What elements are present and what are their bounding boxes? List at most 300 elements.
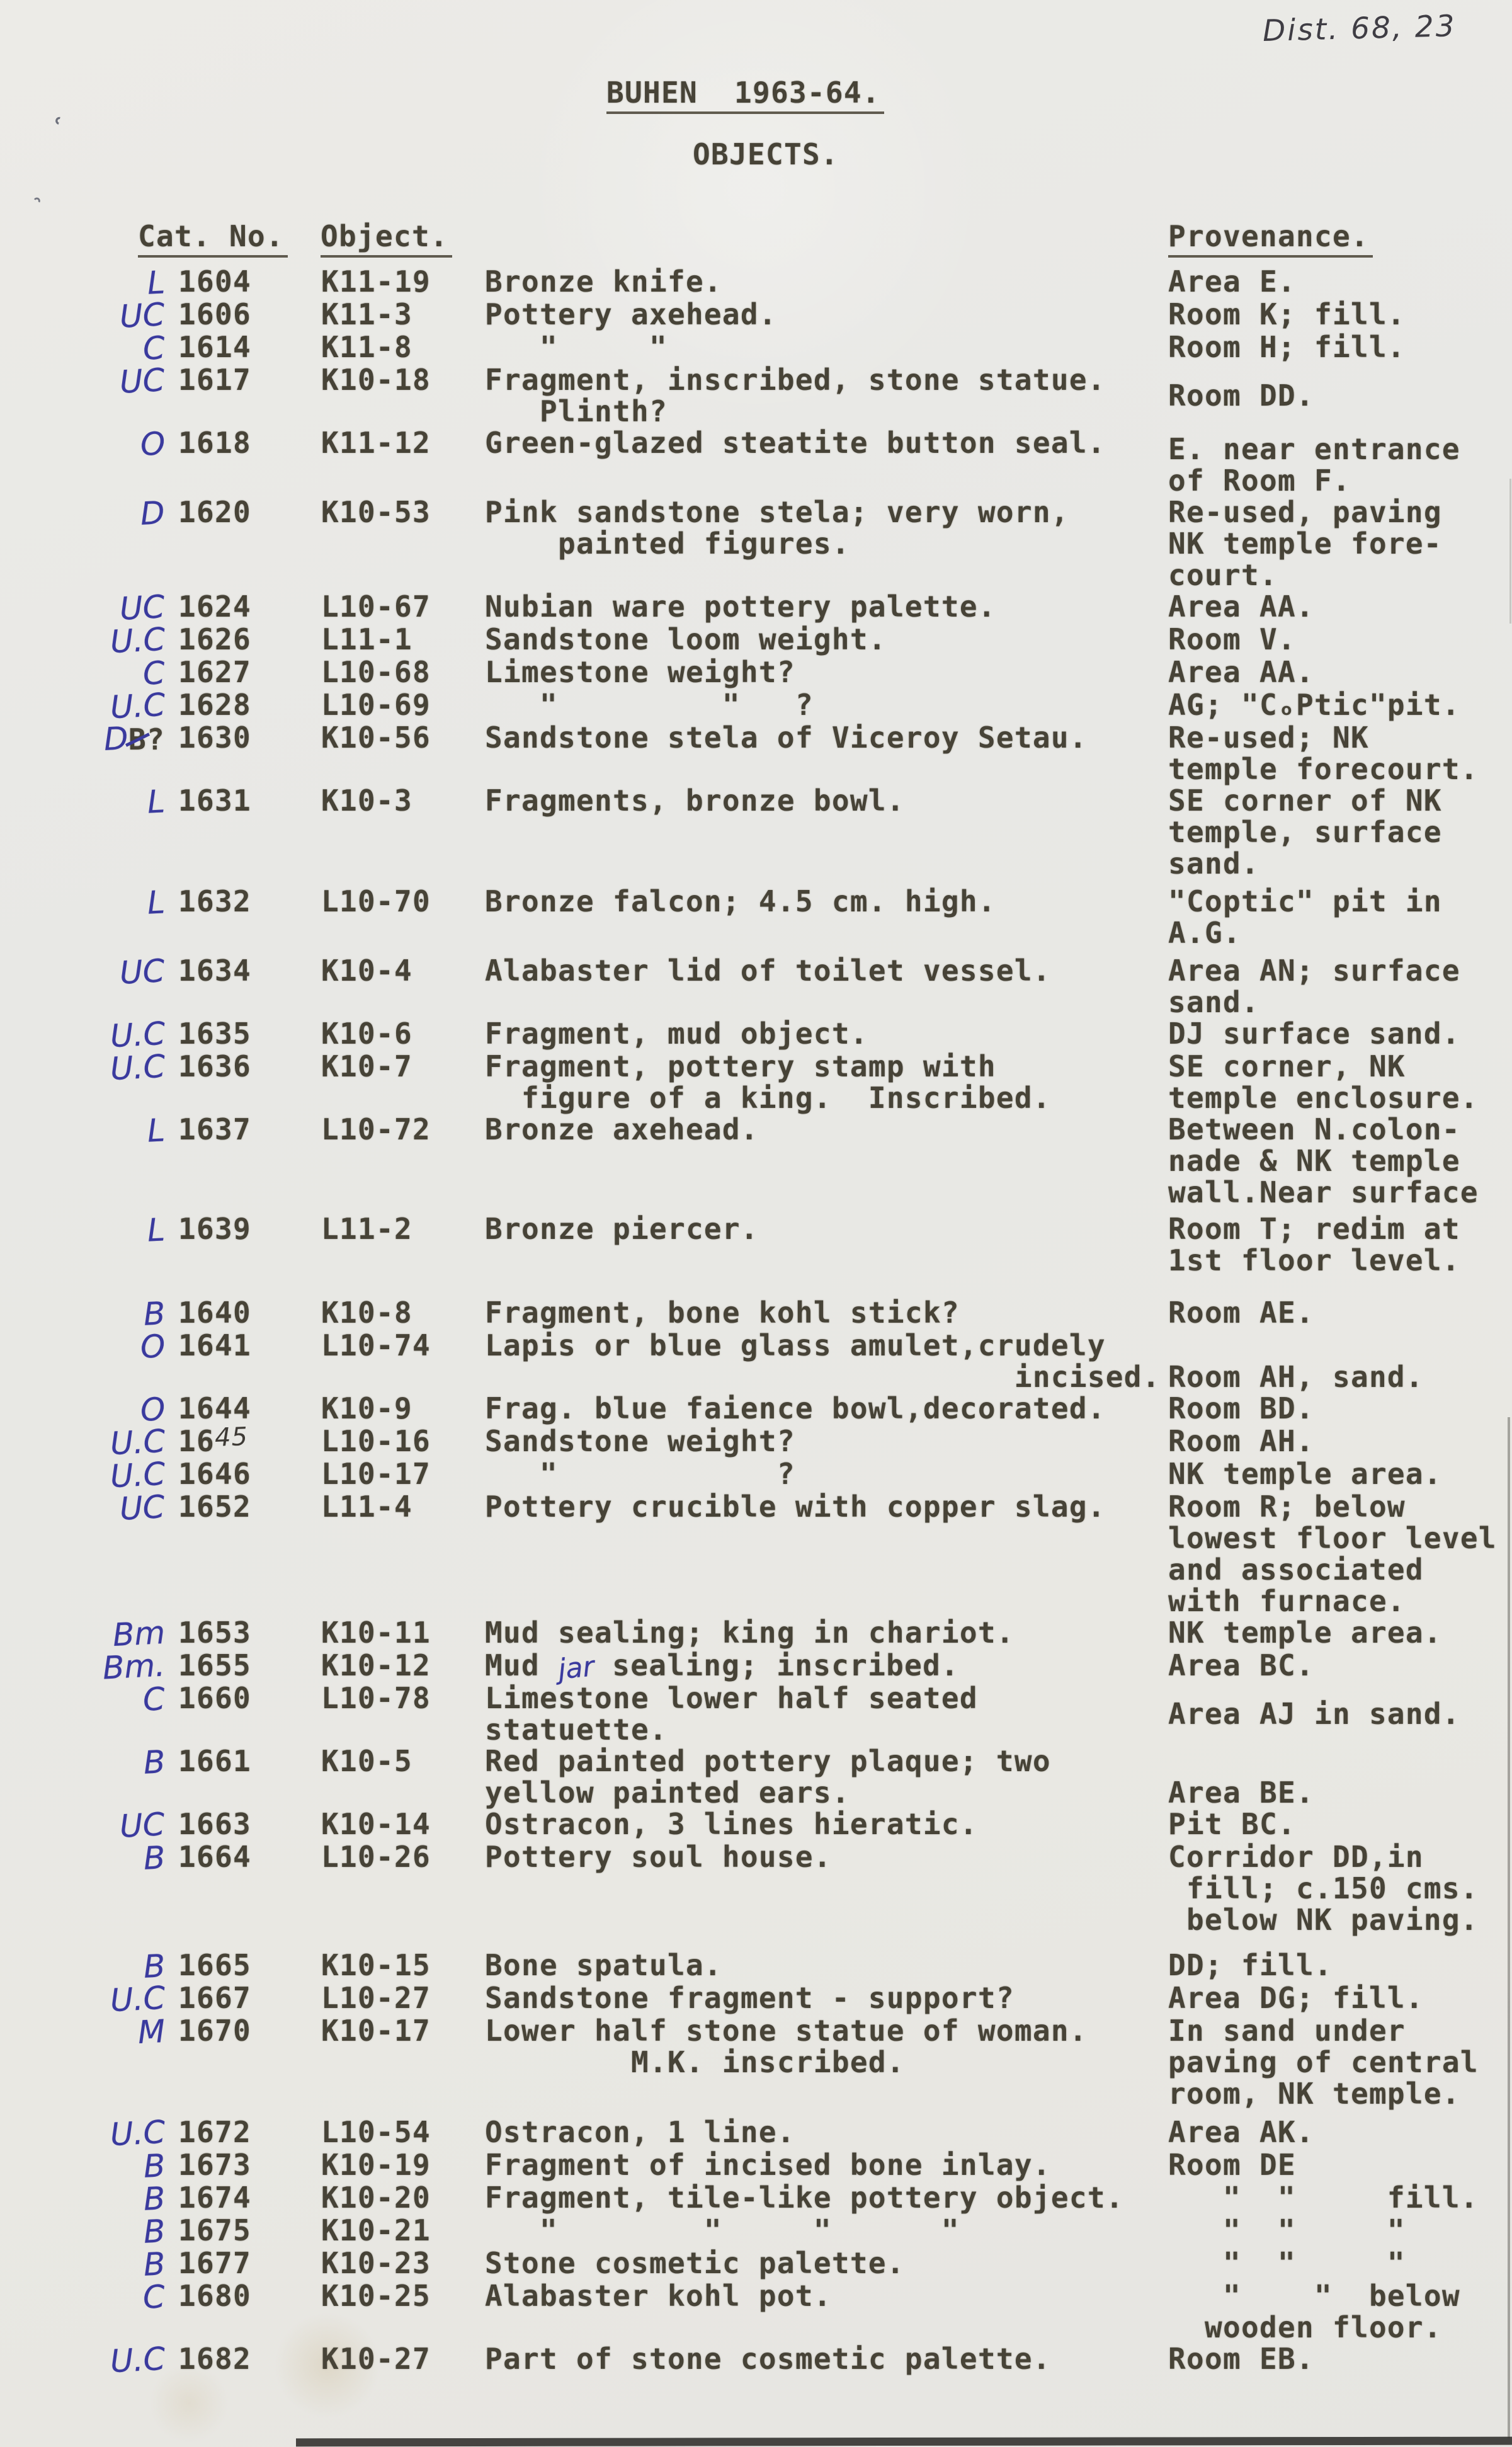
typed-text: K10-15 [321, 1948, 431, 1982]
text-line [485, 1648, 1162, 1686]
typed-text: K11-3 [321, 297, 412, 331]
text-line: Alabaster kohl pot. [485, 2279, 832, 2313]
row-object-desc [479, 1808, 1162, 1841]
typed-text: K10-3 [321, 784, 412, 818]
text-line [178, 722, 311, 753]
text-line: Nubian ware pottery palette. [485, 590, 996, 624]
typed-text: L10-72 [321, 1112, 431, 1146]
handwritten-annotation: Bm [111, 1614, 166, 1654]
row-provenance [1162, 2247, 1512, 2280]
table-row [0, 2012, 1512, 2111]
row-prefix [0, 496, 171, 591]
typed-text: 1680 [178, 2279, 251, 2313]
text-line: Fragment, bone kohl stick? [485, 1296, 960, 1330]
row-prefix [0, 1295, 171, 1333]
text-line [321, 785, 479, 816]
table-row [0, 2180, 1512, 2218]
row-prefix [0, 1114, 171, 1208]
typed-text: 1626 [178, 622, 251, 656]
row-prefix [0, 2245, 171, 2283]
row-object-desc [479, 1051, 1162, 1114]
row-provenance [1162, 1213, 1512, 1276]
typed-text: 1682 [178, 2342, 251, 2376]
typed-text: L10-16 [321, 1424, 431, 1458]
table-row [0, 686, 1512, 726]
text-line [178, 1491, 311, 1522]
row-provenance [1162, 624, 1512, 656]
row-provenance [1162, 266, 1512, 299]
text-line [321, 1393, 479, 1424]
table-row [0, 2340, 1512, 2380]
margin-pencil-mark: ʿ [47, 111, 65, 145]
handwritten-annotation: B [142, 1743, 166, 1781]
row-prefix [0, 1015, 171, 1055]
text-line [178, 1808, 311, 1840]
text-line: statuette. [485, 1713, 668, 1747]
text-line [321, 1949, 479, 1981]
row-object-desc [479, 1648, 1162, 1686]
row-prefix [0, 2213, 171, 2250]
row-object-desc [479, 689, 1162, 722]
text-line [0, 2113, 166, 2153]
handwritten-annotation: U.C [109, 686, 166, 726]
text-line [178, 2182, 311, 2213]
text-line: Pottery axehead. [485, 297, 777, 331]
row-site-code [311, 427, 479, 496]
text-line [1168, 1330, 1512, 1361]
table-row [0, 785, 1512, 879]
text-line: NK temple area. [1168, 1616, 1442, 1650]
column-header-provenance: Provenance. [1168, 219, 1373, 258]
handwritten-annotation: jar [557, 1650, 596, 1686]
row-object-desc [479, 1841, 1162, 1936]
text-line: Part of stone cosmetic palette. [485, 2342, 1051, 2376]
text-line: Ostracon, 3 lines hieratic. [485, 1807, 978, 1841]
row-site-code [311, 1982, 479, 2015]
text-line [321, 1617, 479, 1648]
table-row [0, 654, 1512, 692]
row-site-code [311, 1393, 479, 1425]
handwritten-annotation: C [142, 1680, 166, 1718]
row-provenance [1162, 1425, 1512, 1458]
row-site-code [311, 624, 479, 656]
typed-text: 16 [178, 1424, 215, 1458]
row-prefix [0, 620, 171, 661]
row-site-code [311, 2247, 479, 2280]
text-line [321, 2149, 479, 2181]
row-provenance [1162, 1745, 1512, 1808]
text-line [321, 689, 479, 721]
row-cat-no [171, 1422, 311, 1458]
table-row [0, 1488, 1512, 1618]
handwritten-annotation: C [142, 654, 166, 692]
text-line [0, 1614, 166, 1654]
typed-text: 1673 [178, 2148, 251, 2182]
text-line [0, 2147, 166, 2185]
text-line: temple forecourt. [1168, 752, 1479, 786]
row-prefix [0, 1979, 171, 2019]
text-line: Room K; fill. [1168, 297, 1406, 331]
text-line: Alabaster lid of toilet vessel. [485, 954, 1051, 988]
text-line [178, 1650, 311, 1681]
text-line [0, 654, 166, 692]
page-title: BUHEN 1963-64. [606, 76, 884, 114]
row-provenance [1162, 1650, 1512, 1682]
text-line: Limestone lower half seated [485, 1681, 978, 1715]
text-line: Area E. [1168, 265, 1296, 299]
row-site-code [311, 1808, 479, 1841]
row-object-desc [479, 266, 1162, 299]
row-provenance [1162, 785, 1512, 879]
typed-text: 1641 [178, 1328, 251, 1362]
handwritten-annotation: U.C [109, 1047, 166, 1088]
text-line [178, 1949, 311, 1981]
text-line [0, 296, 166, 335]
text-line [0, 1015, 166, 1055]
text-line [321, 2015, 479, 2046]
text-line: temple enclosure. [1168, 1081, 1479, 1115]
typed-text: 1636 [178, 1049, 251, 1083]
text-line [321, 2343, 479, 2375]
text-line [0, 2278, 166, 2316]
text-line [178, 1617, 311, 1648]
text-line: Sandstone loom weight. [485, 622, 887, 656]
text-line [321, 886, 479, 917]
row-cat-no [171, 1491, 311, 1617]
text-line [321, 656, 479, 688]
row-prefix [0, 329, 171, 367]
typed-text: 1661 [178, 1744, 251, 1778]
text-line [0, 686, 166, 726]
table-row [0, 1047, 1512, 1115]
row-prefix [0, 1841, 171, 1936]
text-line [178, 955, 311, 986]
dist-annotation: Dist. 68, 23 [1262, 8, 1457, 49]
row-cat-no [171, 2015, 311, 2109]
text-line [321, 1458, 479, 1490]
text-line: NK temple area. [1168, 1457, 1442, 1491]
table-row [0, 1745, 1512, 1808]
typed-text: 1639 [178, 1212, 251, 1246]
text-line [178, 266, 311, 297]
text-line: SE corner, NK [1168, 1049, 1406, 1083]
text-line: Fragment, tile-like pottery object. [485, 2181, 1124, 2215]
text-line [321, 1213, 479, 1245]
text-line: Lower half stone statue of woman. [485, 2014, 1088, 2048]
typed-text: K10-12 [321, 1648, 431, 1682]
row-object-desc [479, 1745, 1162, 1808]
handwritten-annotation: B [142, 2245, 166, 2283]
row-provenance [1162, 1841, 1512, 1936]
text-line: Pink sandstone stela; very worn, [485, 495, 1069, 529]
row-provenance [1162, 656, 1512, 689]
text-line [178, 591, 311, 622]
text-line: Fragment, inscribed, stone statue. [485, 363, 1106, 397]
row-prefix [0, 1806, 171, 1845]
text-line [178, 1458, 311, 1490]
row-provenance [1162, 2182, 1512, 2215]
text-line: E. near entrance [1168, 432, 1460, 466]
text-line [321, 2280, 479, 2312]
typed-text: 1628 [178, 688, 251, 722]
row-cat-no [171, 1682, 311, 1745]
typed-text: K10-5 [321, 1744, 412, 1778]
typed-text: 1618 [178, 426, 251, 460]
text-line: room, NK temple. [1168, 2077, 1460, 2111]
row-object-desc [479, 1114, 1162, 1208]
table-row [0, 2213, 1512, 2250]
row-prefix [0, 1948, 171, 1985]
row-prefix [0, 1614, 171, 1654]
typed-text: K10-21 [321, 2213, 431, 2247]
table-row [0, 496, 1512, 591]
text-line [0, 329, 166, 367]
table-row [0, 1114, 1512, 1208]
row-object-desc [479, 1491, 1162, 1617]
text-line [321, 2215, 479, 2246]
row-prefix [0, 785, 171, 879]
row-site-code [311, 299, 479, 331]
text-line [0, 1839, 166, 1877]
text-line: Pottery soul house. [485, 1840, 832, 1874]
row-cat-no [171, 1393, 311, 1425]
row-prefix [0, 654, 171, 692]
text-line [0, 1979, 166, 2019]
text-line [1168, 1745, 1512, 1777]
text-line: Room AH. [1168, 1424, 1314, 1458]
row-object-desc [479, 1297, 1162, 1330]
text-line: DJ surface sand. [1168, 1017, 1460, 1051]
row-object-desc [479, 656, 1162, 689]
text-line [0, 720, 165, 758]
typed-text: L10-26 [321, 1840, 431, 1874]
typed-text: L10-67 [321, 590, 431, 624]
typed-text: 1624 [178, 590, 251, 624]
row-provenance [1162, 2149, 1512, 2182]
text-line: Ostracon, 1 line. [485, 2115, 795, 2149]
text-line [178, 1018, 311, 1049]
text-line: Room AE. [1168, 1296, 1314, 1330]
text-line: yellow painted ears. [485, 1776, 850, 1810]
typed-text: L11-2 [321, 1212, 412, 1246]
text-line [321, 1051, 479, 1082]
row-cat-no [171, 1018, 311, 1051]
text-line: Plinth? [485, 394, 668, 428]
text-line: Fragment of incised bone inlay. [485, 2148, 1051, 2182]
text-line: " " " [1168, 2213, 1406, 2247]
row-site-code [311, 1018, 479, 1051]
handwritten-annotation: O [139, 1328, 166, 1366]
row-object-desc [479, 1617, 1162, 1650]
text-line [178, 2343, 311, 2375]
text-line [0, 1391, 166, 1429]
row-prefix [0, 1422, 171, 1463]
text-line: Bronze piercer. [485, 1212, 759, 1246]
text-line [0, 620, 166, 661]
typed-text: K10-56 [321, 721, 431, 755]
row-cat-no [171, 427, 311, 496]
typed-text: K10-25 [321, 2279, 431, 2313]
row-object-desc [479, 2343, 1162, 2376]
row-object-desc [479, 1425, 1162, 1458]
row-object-desc [479, 1213, 1162, 1276]
row-cat-no [171, 886, 311, 949]
text-line [178, 886, 311, 917]
text-line [178, 1682, 311, 1714]
handwritten-annotation: UC [119, 296, 166, 335]
text-line [321, 722, 479, 753]
row-object-desc [479, 2149, 1162, 2182]
row-prefix [0, 2147, 171, 2185]
typed-text: K10-6 [321, 1017, 412, 1051]
scan-edge-right-faint [1509, 479, 1511, 624]
row-cat-no [171, 1458, 311, 1491]
typed-text: 1634 [178, 954, 251, 988]
text-line [178, 331, 311, 363]
row-object-desc [479, 1393, 1162, 1425]
text-line [321, 955, 479, 986]
text-line [321, 1982, 479, 2014]
text-line [0, 1743, 166, 1781]
table-row [0, 1455, 1512, 1495]
text-line: Area BE. [1168, 1776, 1314, 1810]
text-line [178, 1213, 311, 1245]
text-line: Fragment, pottery stamp with [485, 1049, 996, 1083]
row-prefix [0, 588, 171, 627]
table-row [0, 722, 1512, 785]
row-prefix [0, 1213, 171, 1276]
row-object-desc [479, 1682, 1162, 1745]
text-line: fill; c.150 cms. [1168, 1871, 1479, 1905]
text-line [321, 591, 479, 622]
row-object-desc [479, 2247, 1162, 2280]
row-prefix [0, 2340, 171, 2380]
table-row [0, 2113, 1512, 2153]
row-cat-no [171, 1330, 311, 1393]
row-cat-no [171, 2149, 311, 2182]
text-line [178, 2215, 311, 2246]
typed-text: L11-4 [321, 1490, 412, 1524]
typed-text: K10-53 [321, 495, 431, 529]
text-line [0, 362, 166, 401]
table-row [0, 2280, 1512, 2343]
typed-text: L10-74 [321, 1328, 431, 1362]
typed-text: 1665 [178, 1948, 251, 1982]
row-cat-no [171, 656, 311, 689]
row-prefix [0, 1455, 171, 1495]
text-line [321, 1745, 479, 1777]
text-line: Mud sealing; king in chariot. [485, 1616, 1015, 1650]
handwritten-annotation: UC [119, 1488, 166, 1527]
row-site-code [311, 656, 479, 689]
handwritten-annotation: B [142, 1948, 166, 1985]
text-line [178, 364, 311, 396]
row-cat-no [171, 364, 311, 427]
typed-text: L10-27 [321, 1981, 431, 2015]
row-provenance [1162, 1114, 1512, 1208]
text-line: NK temple fore- [1168, 527, 1442, 561]
row-cat-no [171, 624, 311, 656]
text-line: Between N.colon- [1168, 1112, 1460, 1146]
text-line [321, 266, 479, 297]
row-prefix [0, 886, 171, 949]
row-provenance [1162, 1982, 1512, 2015]
text-line: Bronze knife. [485, 265, 722, 299]
handwritten-annotation: L [146, 884, 166, 921]
typed-text: 1627 [178, 655, 251, 689]
handwritten-annotation: L [146, 1112, 166, 1149]
handwritten-annotation: C [142, 329, 166, 367]
row-cat-no [171, 1297, 311, 1330]
typed-text: 1646 [178, 1457, 251, 1491]
row-cat-no [171, 266, 311, 299]
typed-text: K10-20 [321, 2181, 431, 2215]
typed-text: K11-8 [321, 330, 412, 364]
handwritten-annotation: UC [119, 1806, 166, 1845]
table-row [0, 620, 1512, 661]
row-object-desc [479, 2116, 1162, 2149]
text-line: 1st floor level. [1168, 1243, 1460, 1277]
row-provenance [1162, 2015, 1512, 2109]
row-provenance [1162, 1393, 1512, 1425]
text-line: incised. [485, 1360, 1161, 1394]
text-line: below NK paving. [1168, 1903, 1479, 1937]
text-line [321, 1682, 479, 1714]
text-line [0, 884, 166, 921]
table-row [0, 1841, 1512, 1936]
row-object-desc [479, 1330, 1162, 1393]
row-site-code [311, 1297, 479, 1330]
scan-edge-right [1508, 1417, 1510, 2438]
row-object-desc [479, 1982, 1162, 2015]
row-prefix [0, 264, 171, 302]
text-line: " ? [485, 1457, 795, 1491]
row-site-code [311, 1213, 479, 1276]
handwritten-annotation: U.C [109, 1979, 166, 2019]
table-row [0, 329, 1512, 367]
text-line [178, 1745, 311, 1777]
row-site-code [311, 1841, 479, 1936]
typed-text: 1670 [178, 2014, 251, 2048]
row-cat-no [171, 1617, 311, 1650]
text-line [0, 1488, 166, 1527]
text-line [321, 1425, 479, 1457]
row-object-desc [479, 2182, 1162, 2215]
text-line: " " " " [485, 2213, 960, 2247]
typed-text: K10-19 [321, 2148, 431, 2182]
row-prefix [0, 296, 171, 335]
row-prefix [0, 2180, 171, 2218]
row-provenance [1162, 2215, 1512, 2247]
table-row [0, 364, 1512, 427]
text-line [0, 1295, 166, 1333]
row-prefix [0, 2012, 171, 2109]
typed-text: K10-14 [321, 1807, 431, 1841]
row-object-desc [479, 364, 1162, 427]
handwritten-annotation: U.C [109, 1422, 166, 1463]
handwritten-annotation: B [142, 2180, 166, 2218]
row-cat-no [171, 1949, 311, 1982]
row-cat-no [171, 1808, 311, 1841]
row-object-desc [479, 496, 1162, 591]
typed-text: L10-78 [321, 1681, 431, 1715]
row-prefix [0, 364, 171, 427]
text-line: A.G. [1168, 916, 1241, 950]
row-prefix [0, 2280, 171, 2343]
row-prefix [0, 427, 171, 496]
text-line: Fragment, mud object. [485, 1017, 868, 1051]
row-cat-no [171, 2343, 311, 2376]
